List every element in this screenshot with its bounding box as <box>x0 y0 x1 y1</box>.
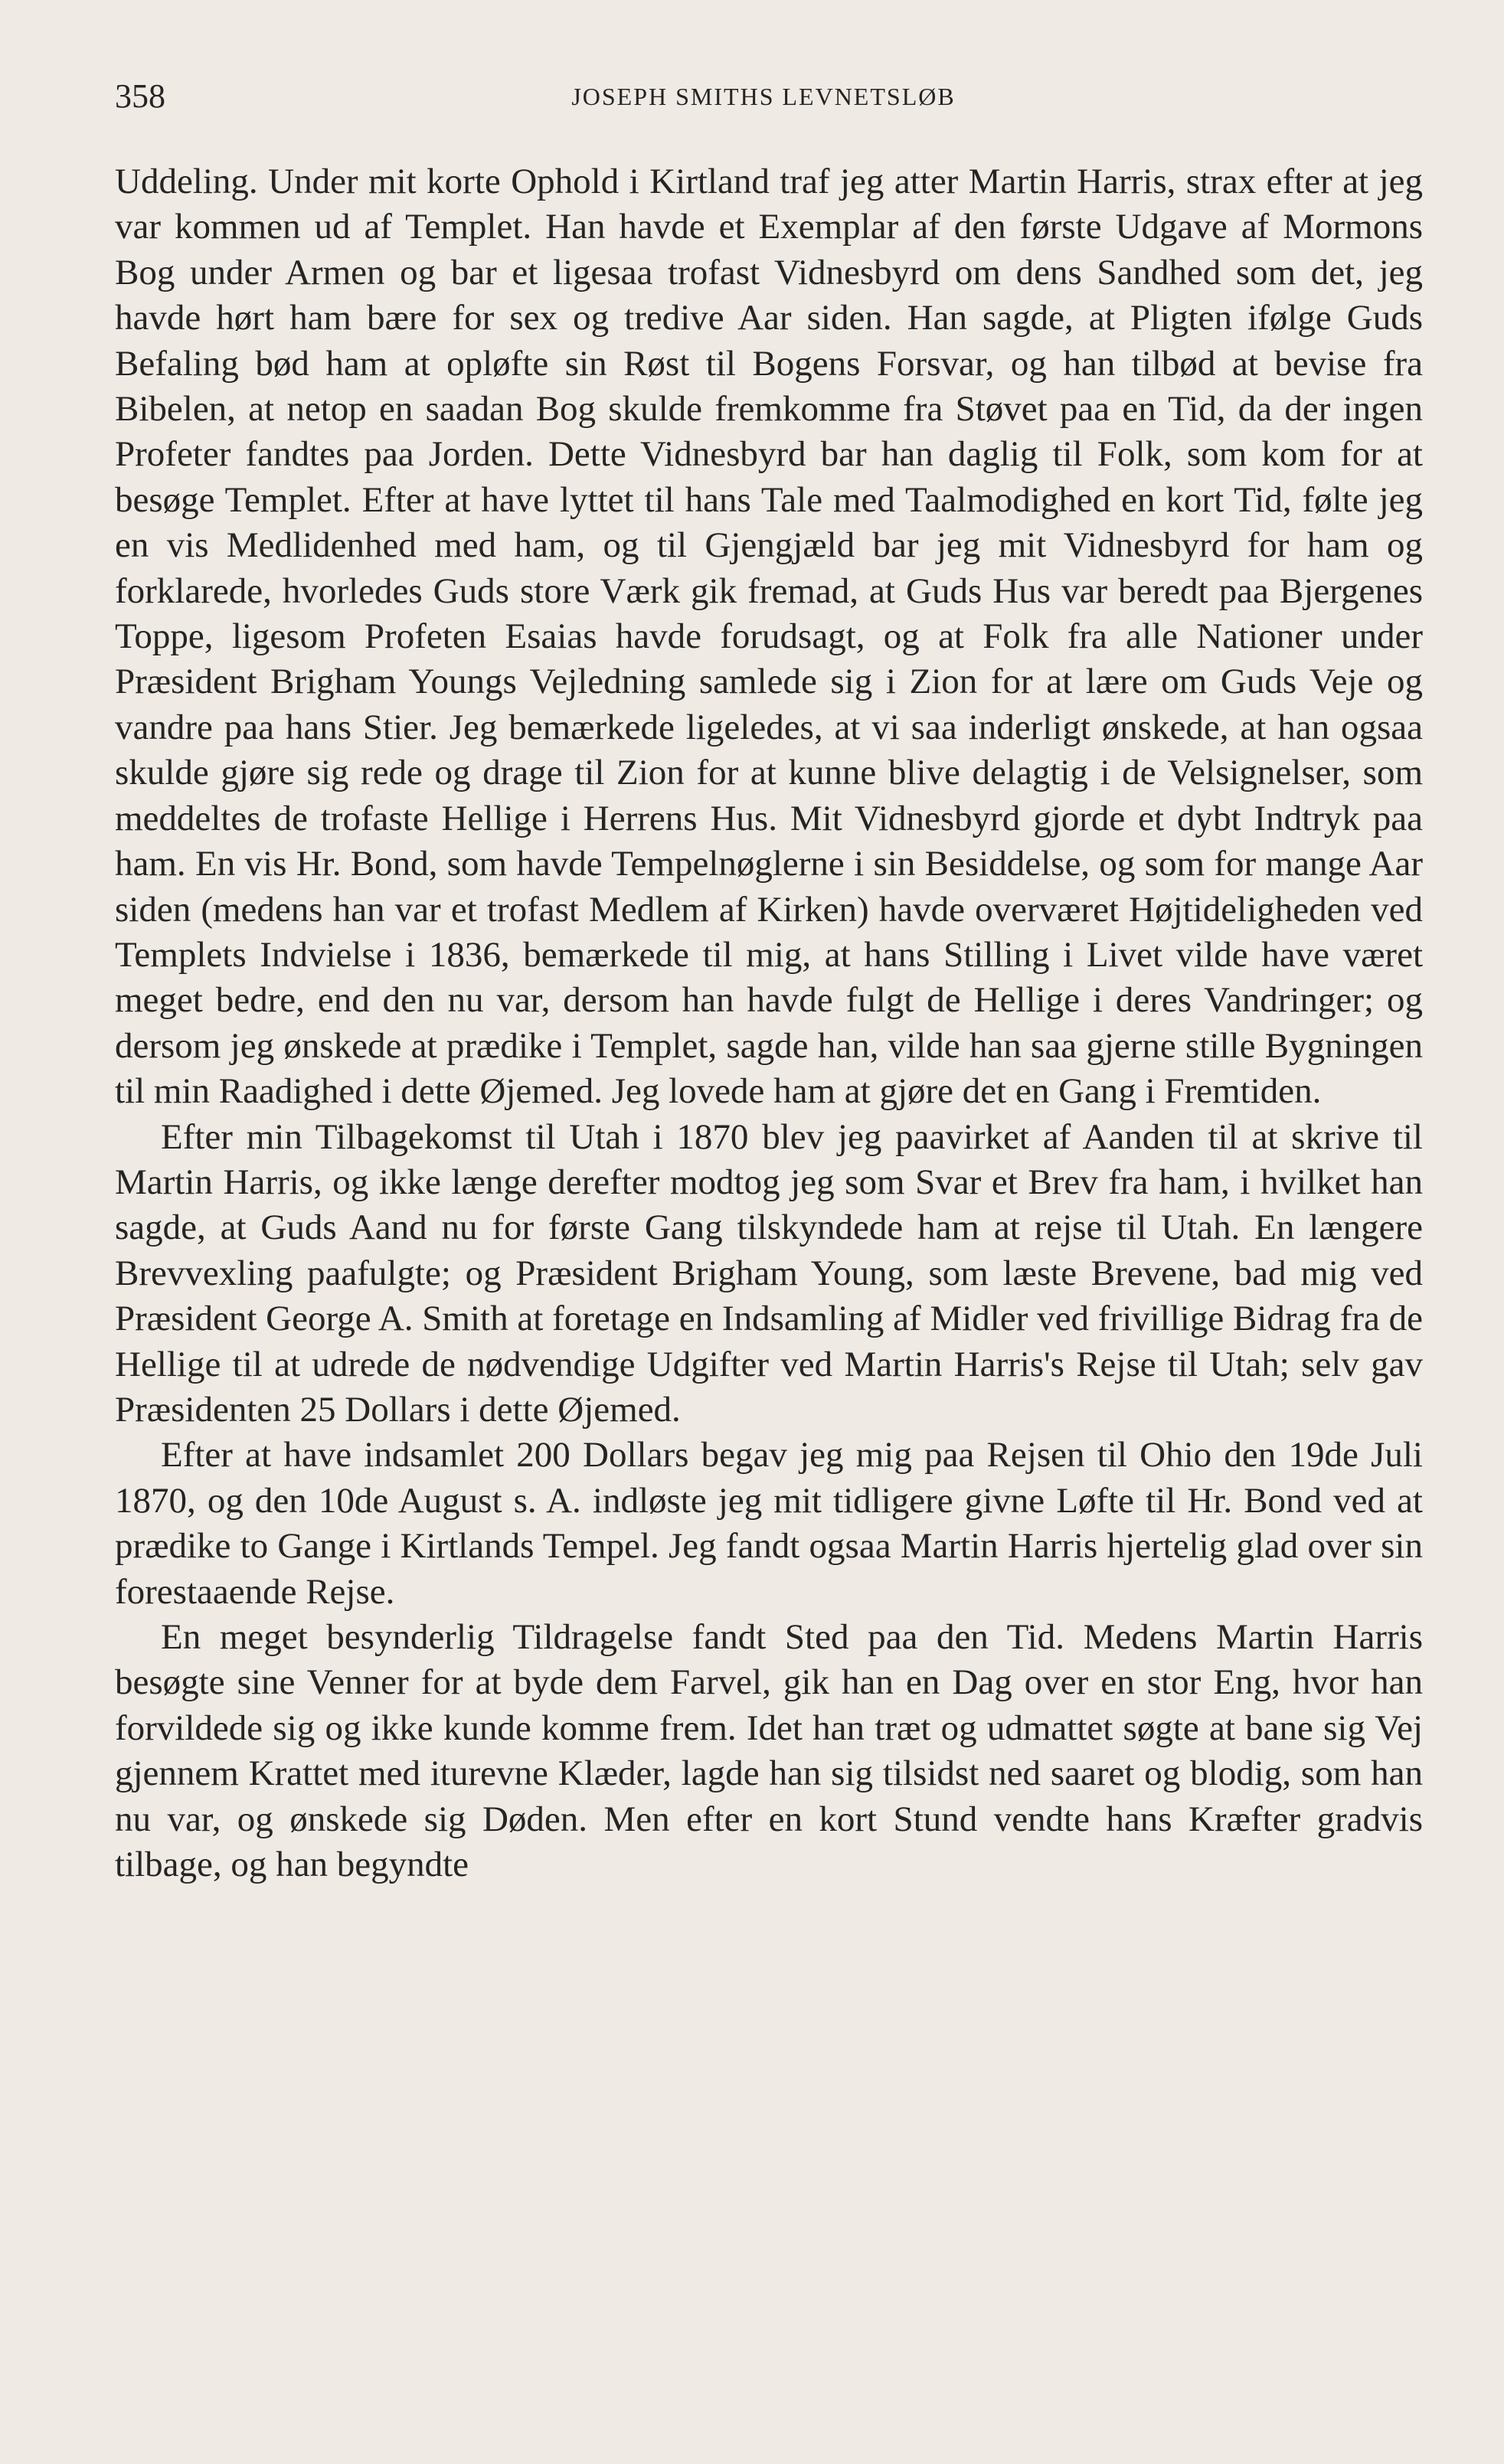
body-text <box>115 159 1423 1887</box>
paragraph: Efter at have indsamlet 200 Dollars begav jeg mig paa Rejsen til Ohio den 19de Juli 1870, og den 10de August s. A. indløste jeg mit tidligere givne Løfte til Hr. Bond ved at prædike to Gange i Kirtlands Tempel. Jeg fandt ogsaa Martin Harris hjertelig glad over sin forestaaende Rejse. <box>115 1435 1423 1612</box>
page-number: 358 <box>115 77 165 115</box>
paragraph: Uddeling. Under mit korte Ophold i Kirtland traf jeg atter Martin Harris, strax efter at jeg var kommen ud af Templet. Han havde et Exemplar af den første Udgave af Mormons Bog under Armen og bar et ligesaa trofast Vidnesbyrd om dens Sandhed som det, jeg havde hørt ham bære for sex og tredive Aar siden. Han sagde, at Pligten ifølge Guds Befaling bød ham at opløfte sin Røst til Bogens Forsvar, og han tilbød at bevise fra Bibelen, at netop en saadan Bog skulde fremkomme fra Støvet paa en Tid, da der ingen Profeter fandtes paa Jorden. Dette Vidnesbyrd bar han daglig til Folk, som kom for at besøge Templet. Efter at have lyttet til hans Tale med Taalmodighed en kort Tid, følte jeg en vis Medlidenhed med ham, og til Gjengjæld bar jeg mit Vidnesbyrd for ham og forklarede, hvorledes Guds store Værk gik fremad, at Guds Hus var beredt paa Bjergenes Toppe, ligesom Profeten Esaias havde forudsagt, og at Folk fra alle Nationer under Præsident Brigham Youngs Vejledning samlede sig i Zion for at lære om Guds Veje og vandre paa hans Stier. Jeg bemærkede ligeledes, at vi saa inderligt ønskede, at han ogsaa skulde gjøre sig rede og drage til Zion for at kunne blive delagtig i de Velsignelser, som meddeltes de trofaste Hellige i Herrens Hus. Mit Vidnesbyrd gjorde et dybt Indtryk paa ham. En vis Hr. Bond, som havde Tempelnøglerne i sin Besiddelse, og som for mange Aar siden (medens han var et trofast Medlem af Kirken) havde overværet Højtideligheden ved Templets Indvielse i 1836, bemærkede til mig, at hans Stilling i Livet vilde have været meget bedre, end den nu var, dersom han havde fulgt de Hellige i deres Vandringer; og dersom jeg ønskede at prædike i Templet, sagde han, vilde han saa gjerne stille Bygningen til min Raadighed i dette Øjemed. Jeg lovede ham at gjøre det en Gang i Fremtiden. <box>115 162 1423 1112</box>
paragraph: Efter min Tilbagekomst til Utah i 1870 blev jeg paavirket af Aanden til at skrive til Martin Harris, og ikke længe derefter modtog jeg som Svar et Brev fra ham, i hvilket han sagde, at Guds Aand nu for første Gang tilskyndede ham at rejse til Utah. En længere Brevvexling paafulgte; og Præsident Brigham Young, som læste Brevene, bad mig ved Præsident George A. Smith at foretage en Indsamling af Midler ved frivillige Bidrag fra de Hellige til at udrede de nødvendige Udgifter ved Martin Harris's Rejse til Utah; selv gav Præsidenten 25 Dollars i dette Øjemed. <box>115 1116 1423 1430</box>
page-header <box>115 74 1412 119</box>
paragraph: En meget besynderlig Tildragelse fandt Sted paa den Tid. Medens Martin Harris besøgte sine Venner for at byde dem Farvel, gik han en Dag over en stor Eng, hvor han forvildede sig og ikke kunde komme frem. Idet han træt og udmattet søgte at bane sig Vej gjennem Krattet med iturevne Klæder, lagde han sig tilsidst ned saaret og blodig, som han nu var, og ønskede sig Døden. Men efter en kort Stund vendte hans Kræfter gradvis tilbage, og han begyndte <box>115 1617 1423 1885</box>
running-head: JOSEPH SMITHS LEVNETSLØB <box>571 83 956 110</box>
